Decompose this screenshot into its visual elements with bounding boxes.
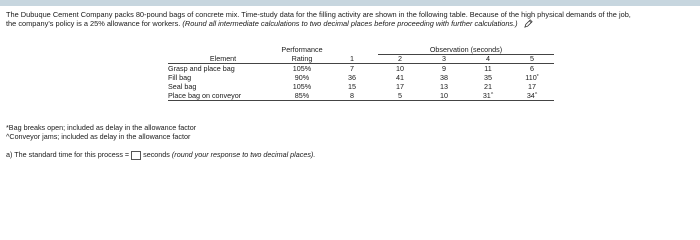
element-name: Grasp and place bag: [168, 63, 235, 73]
rounding-note: (Round all intermediate calculations to two decimal places before proceeding with further calculations.): [182, 19, 518, 28]
observation-cell: 36: [348, 73, 356, 82]
observation-header-5: 5: [510, 55, 554, 64]
intro-line-2: [6, 19, 696, 30]
top-accent-bar: [0, 0, 700, 6]
observation-cell: 13: [440, 82, 448, 91]
table-column-header-row: [168, 55, 554, 64]
observation-cell: 10: [396, 64, 404, 73]
observation-cell: 17: [396, 82, 404, 91]
observation-cell: 35: [484, 73, 492, 82]
observation-cell: 8: [326, 91, 378, 101]
problem-statement: [6, 10, 696, 30]
time-study-table: [168, 46, 554, 101]
table-row: [168, 91, 554, 101]
observation-cell: 34^: [510, 91, 554, 101]
observation-cell: 41: [396, 73, 404, 82]
edit-pencil-icon[interactable]: [524, 19, 533, 30]
observation-cell: 5: [378, 91, 422, 101]
rating-value: 105%: [292, 63, 312, 73]
element-name: Seal bag: [168, 81, 197, 91]
table-row: [168, 64, 554, 74]
observation-header: Observation (seconds): [378, 46, 554, 55]
observation-header-1: 1: [326, 55, 378, 64]
performance-header: Performance: [281, 45, 323, 55]
observation-cell: 31^: [466, 91, 510, 101]
footnote-conveyor-jams: ^Conveyor jams; included as delay in the allowance factor: [6, 131, 191, 141]
observation-header-4: 4: [466, 55, 510, 64]
observation-cell: 15: [348, 82, 356, 91]
rating-column-header: Rating: [278, 55, 326, 64]
question-a: [6, 150, 315, 160]
observation-cell: 38: [440, 73, 448, 82]
observation-cell: 6: [530, 64, 534, 73]
observation-cell: 10: [422, 91, 466, 101]
observation-cell: 110*: [525, 73, 539, 82]
observation-cell: 17: [528, 82, 536, 91]
rounding-instruction: (round your response to two decimal places).: [171, 150, 316, 159]
footnote-bag-breaks: *Bag breaks open; included as delay in the allowance factor: [6, 123, 197, 132]
standard-time-answer-input[interactable]: [131, 151, 141, 160]
rating-value: 90%: [294, 72, 310, 82]
observation-header-2: 2: [378, 55, 422, 64]
observation-header-3: 3: [422, 55, 466, 64]
footnotes: [6, 124, 196, 141]
answer-unit: seconds: [143, 150, 170, 159]
rating-value: 105%: [292, 81, 312, 91]
question-label: a) The standard time for this process =: [6, 150, 130, 159]
rating-value: 85%: [278, 91, 326, 101]
observation-cell: 7: [350, 64, 354, 73]
observation-cell: 11: [484, 64, 492, 73]
table-row: [168, 82, 554, 91]
element-name: Fill bag: [168, 72, 192, 82]
allowance-policy-text: the company's policy is a 25% allowance for workers.: [6, 19, 181, 28]
intro-line-1: The Dubuque Cement Company packs 80-pound bags of concrete mix. Time-study data for the filling activity are shown in the following table. Because of the high physical demands of the job,: [6, 10, 631, 19]
observation-cell: 9: [442, 64, 446, 73]
element-column-header: Element: [168, 55, 278, 64]
table-row: [168, 73, 554, 82]
observation-cell: 21: [484, 82, 492, 91]
element-name: Place bag on conveyor: [168, 91, 278, 101]
